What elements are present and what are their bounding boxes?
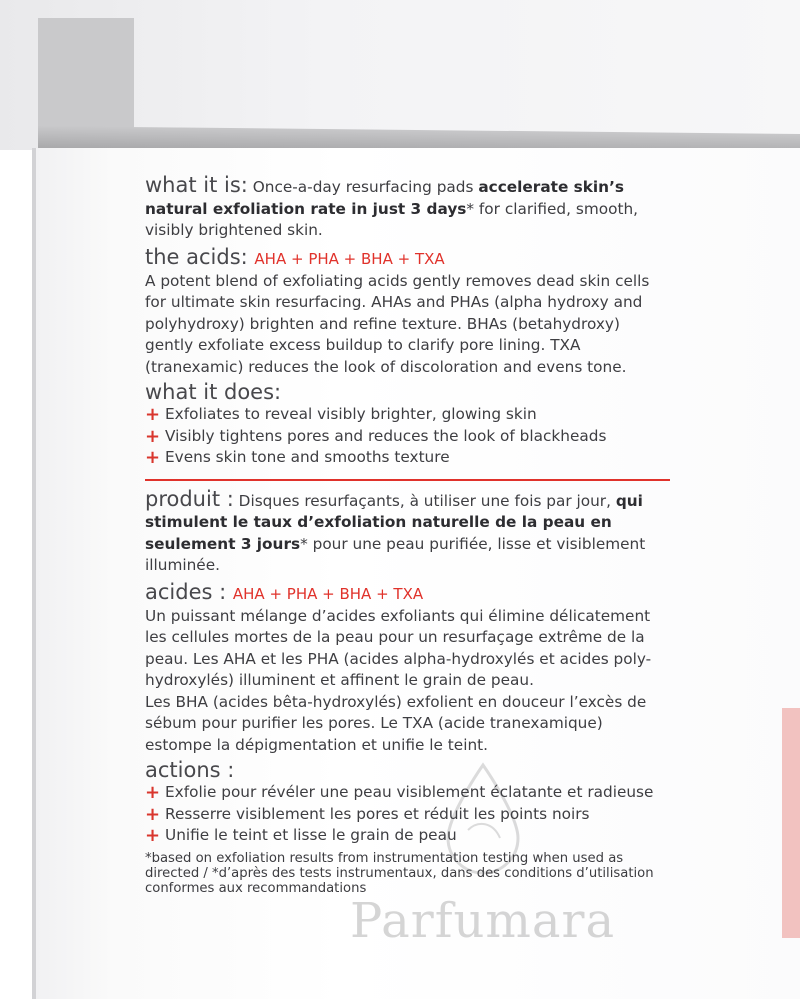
list-item: + Exfoliates to reveal visibly brighter, glowing skin (145, 404, 537, 425)
list-item: + Resserre visiblement les pores et réduit les points noirs (145, 803, 590, 825)
acides-list: AHA + PHA + BHA + TXA (232, 584, 424, 603)
product-description (145, 175, 670, 909)
acids-text: A potent blend of exfoliating acids gently removes dead skin cells for ultimate skin resurfacing. AHAs and PHAs (alpha hydroxy and polyhydroxy) brighten and refine texture. BHAs (betahydroxy) gently exfoliate excess buildup to clarify pore lining. TXA (tranexamic) reduces the look of discoloration and evens tone. (145, 271, 650, 376)
acides-label: acides : (145, 579, 227, 604)
list-item: + Visibly tightens pores and reduces the look of blackheads (145, 425, 607, 447)
what-it-does-list (145, 404, 670, 469)
what-it-is-section (145, 175, 670, 242)
side-red-edge (782, 708, 800, 938)
produit-text-1: Disques resurfaçants, à utiliser une fois par jour, (233, 491, 616, 510)
what-it-does-label: what it does: (145, 380, 282, 404)
what-it-is-label: what it is: (145, 173, 248, 197)
plus-icon: + (145, 447, 161, 468)
acides-text-1: Un puissant mélange d’acides exfoliants qui élimine délicatement les cellules mortes de la peau pour un resurfaçage extrême de la peau. Les AHA et les PHA (acides alpha-hydroxylés et acides poly-hydroxylés) illuminent et affinent le grain de peau. (145, 606, 652, 689)
list-item: + Unifie le teint et lisse le grain de peau (145, 825, 457, 846)
produit-bold: qui stimulent le taux d’exfoliation naturelle de la peau en seulement 3 jours (145, 491, 643, 553)
what-it-is-bold: accelerate skin’s natural exfoliation rate in just 3 days (145, 178, 624, 218)
plus-icon: + (145, 782, 161, 803)
plus-icon: + (145, 825, 161, 846)
footnote: *based on exfoliation results from instrumentation testing when used as directed / *d’après des tests instrumentaux, dans des conditions d’utilisation conformes aux recommandations (145, 850, 654, 896)
actions-list (145, 782, 670, 847)
produit-label: produit : (145, 486, 234, 511)
acids-list: AHA + PHA + BHA + TXA (254, 249, 445, 268)
what-it-is-text-2: * for clarified, smooth, visibly brightened skin. (145, 199, 639, 239)
acides-text-2: Les BHA (acides bêta-hydroxylés) exfolient en douceur l’excès de sébum pour purifier les pores. Le TXA (acide tranexamique) estompe la dépigmentation et unifie le teint. (145, 692, 647, 754)
language-divider (145, 479, 670, 481)
actions-label: actions : (145, 758, 235, 782)
plus-icon: + (145, 404, 161, 425)
acids-heading (145, 245, 670, 271)
box-top-flap (0, 0, 800, 150)
watermark-text: Parfumara (350, 893, 616, 949)
acides-heading (145, 580, 670, 606)
list-item: + Exfolie pour révéler une peau visiblement éclatante et radieuse (145, 782, 654, 803)
plus-icon: + (145, 425, 161, 447)
what-it-is-text-1: Once-a-day resurfacing pads (247, 178, 479, 196)
plus-icon: + (145, 803, 161, 825)
acids-label: the acids: (145, 244, 248, 269)
produit-text-2: * pour une peau purifiée, lisse et visiblement illuminée. (145, 534, 646, 574)
produit-section (145, 486, 670, 577)
list-item: + Evens skin tone and smooths texture (145, 447, 450, 468)
